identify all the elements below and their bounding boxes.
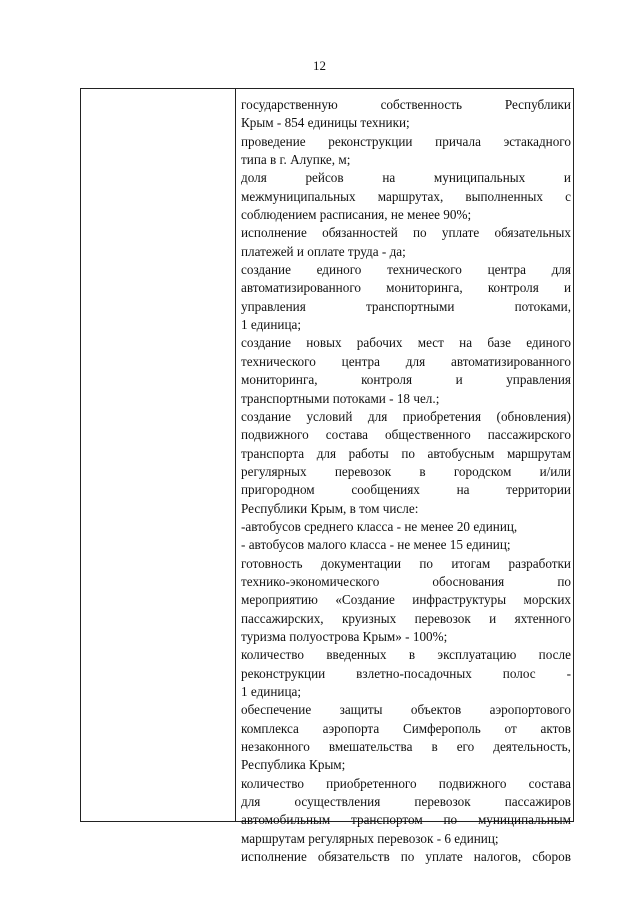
word: (обновления) [496, 408, 571, 424]
word: реконструкции [241, 665, 326, 681]
word: мониторинга, [386, 280, 463, 296]
word: по [419, 555, 433, 571]
word: его [456, 739, 475, 755]
word: технико-экономического [241, 573, 380, 589]
text-line [241, 408, 571, 426]
text-line [241, 665, 571, 683]
word: автоматизированного [450, 353, 571, 369]
word: круизных [341, 610, 397, 626]
text-line [241, 279, 571, 297]
word: мониторинга, [241, 372, 318, 388]
word: сборов [532, 849, 571, 865]
word: транспорта [241, 445, 305, 461]
word: рабочих [356, 335, 403, 351]
text-line: платежей и оплате труда - да; [241, 243, 406, 259]
word: сообщениях [351, 482, 420, 498]
word: «Создание [335, 592, 395, 608]
text-line [241, 445, 571, 463]
text-line: 1 единица; [241, 317, 302, 333]
word: контроля [361, 372, 413, 388]
text-line [241, 555, 571, 573]
text-line [241, 591, 571, 609]
word: по [443, 812, 458, 828]
word: состава [528, 775, 571, 791]
word: разработки [508, 555, 571, 571]
word: после [538, 647, 571, 663]
document-table [80, 88, 574, 865]
word: инфраструктуры [412, 592, 507, 608]
word: мероприятию [241, 592, 318, 608]
word: на [382, 170, 396, 186]
word: муниципальных [433, 170, 526, 186]
word: введенных [326, 647, 387, 663]
word: технического [387, 262, 462, 278]
text-line [241, 334, 571, 352]
text-line [241, 775, 571, 793]
word: по [401, 445, 415, 461]
word: для [405, 353, 426, 369]
text-line [241, 610, 571, 628]
word: Симферополь [402, 720, 481, 736]
text-line: типа в г. Алупке, м; [241, 152, 351, 168]
page-number: 12 [313, 58, 326, 73]
word: маршрутах, [377, 188, 444, 204]
text-line [241, 573, 571, 591]
word: в [408, 647, 416, 663]
word: причала [435, 133, 481, 149]
word: пассажиров [504, 794, 571, 810]
word: по [557, 573, 571, 589]
word: и [489, 610, 497, 626]
word: перевозок [414, 794, 471, 810]
text-line [241, 793, 571, 811]
word: обязательств [317, 849, 390, 865]
word: на [456, 482, 470, 498]
word: и [563, 280, 571, 296]
word: базе [487, 335, 511, 351]
word: создание [241, 335, 291, 351]
word: с [565, 188, 571, 204]
word: для [241, 794, 261, 810]
word: и [455, 372, 463, 388]
word: эстакадного [503, 133, 571, 149]
text-line [241, 261, 571, 279]
text-line: транспортными потоками - 18 чел.; [241, 390, 440, 406]
text-line [241, 133, 571, 151]
word: работы [348, 445, 389, 461]
word: налогов, [473, 849, 522, 865]
word: приобретенного [326, 775, 417, 791]
word: документации [320, 555, 402, 571]
word: автобусным [427, 445, 495, 461]
text-line: соблюдением расписания, не менее 90%; [241, 207, 472, 223]
word: уплате [441, 225, 480, 241]
word: - [566, 665, 571, 681]
text-line [241, 720, 571, 738]
word: рейсов [305, 170, 344, 186]
word: мест [417, 335, 444, 351]
word: новых [306, 335, 342, 351]
word: взлетно-посадочных [356, 665, 472, 681]
word: пригородном [241, 482, 315, 498]
text-line [241, 481, 571, 499]
word: регулярных [241, 463, 307, 479]
word: готовность [241, 555, 303, 571]
word: Республики [504, 97, 571, 112]
word: комплекса [241, 720, 299, 736]
word: в [419, 463, 426, 479]
word: контроля [487, 280, 539, 296]
word: от [504, 720, 517, 736]
word: создание [241, 408, 291, 424]
text-line: Крым - 854 единицы техники; [241, 115, 410, 131]
word: по [413, 225, 427, 241]
word: для [551, 262, 571, 278]
word: доля [241, 170, 267, 186]
word: эксплуатацию [437, 647, 517, 663]
text-line [241, 353, 571, 371]
word: единого [316, 262, 362, 278]
text-line: Республики Крым, в том числе: [241, 500, 419, 516]
word: и/или [539, 463, 571, 479]
word: муниципальным [477, 812, 571, 828]
word: создание [241, 262, 291, 278]
word: единого [526, 335, 571, 351]
word: управления [506, 372, 571, 388]
word: центра [341, 353, 380, 369]
word: технического [241, 353, 316, 369]
word: подвижного [438, 775, 507, 791]
word: вмешательства [328, 739, 413, 755]
word: городском [453, 463, 512, 479]
word: обоснования [432, 573, 505, 589]
text-line [241, 738, 571, 756]
text-line [241, 646, 571, 664]
word: транспортными [365, 298, 455, 314]
word: выполненных [465, 188, 544, 204]
text-line [241, 188, 571, 206]
text-line [241, 811, 571, 829]
text-line: 1 единица; [241, 684, 302, 699]
word: межмуниципальных [241, 188, 356, 204]
text-line: Республика Крым; [241, 757, 346, 773]
text-line [241, 848, 571, 866]
word: маршрутам [506, 445, 571, 461]
word: государственную [241, 97, 338, 112]
word: общественного [385, 427, 471, 443]
word: приобретения [402, 408, 482, 424]
word: защиты [339, 702, 383, 718]
word: пассажирского [487, 427, 571, 443]
word: итогам [451, 555, 491, 571]
word: яхтенного [514, 610, 571, 626]
text-line: - автобусов малого класса - не менее 15 единиц; [241, 537, 511, 553]
word: потоками, [514, 298, 571, 314]
word: условий [306, 408, 353, 424]
word: для [367, 408, 388, 424]
text-line: туризма полуострова Крым» - 100%; [241, 628, 448, 644]
word: исполнение [241, 849, 307, 865]
word: обязанностей [322, 225, 398, 241]
word: в [431, 739, 438, 755]
word: автомобильным [241, 812, 331, 828]
table-left-column [81, 89, 236, 821]
text-line [241, 96, 571, 114]
word: для [316, 445, 337, 461]
word: территории [506, 482, 571, 498]
text-line [241, 426, 571, 444]
word: пассажирских, [241, 610, 324, 626]
word: подвижного [241, 427, 309, 443]
text-line: маршрутам регулярных перевозок - 6 единиц; [241, 830, 499, 846]
word: по [400, 849, 415, 865]
word: управления [241, 298, 306, 314]
word: исполнение [241, 225, 307, 241]
word: реконструкции [328, 133, 413, 149]
word: транспортом [351, 812, 423, 828]
word: проведение [241, 133, 306, 149]
word: обеспечение [241, 702, 312, 718]
text-line [241, 169, 571, 187]
word: деятельность, [493, 739, 571, 755]
text-line [241, 463, 571, 481]
word: объектов [410, 702, 462, 718]
text-line [241, 298, 571, 316]
word: автоматизированного [241, 280, 362, 296]
word: незаконного [241, 739, 310, 755]
word: перевозок [414, 610, 471, 626]
word: на [459, 335, 473, 351]
table-right-column [241, 96, 571, 866]
word: количество [241, 647, 304, 663]
word: перевозок [334, 463, 392, 479]
word: морских [523, 592, 571, 608]
word: состава [325, 427, 369, 443]
word: количество [241, 775, 304, 791]
word: центра [487, 262, 526, 278]
text-line [241, 224, 571, 242]
word: обязательных [494, 225, 571, 241]
word: уплате [425, 849, 463, 865]
word: осуществления [294, 794, 381, 810]
text-line [241, 371, 571, 389]
word: аэропорта [322, 720, 380, 736]
word: собственность [380, 97, 463, 112]
word: аэропортового [489, 702, 571, 718]
text-line [241, 701, 571, 719]
text-line: -автобусов среднего класса - не менее 20 единиц, [241, 518, 518, 534]
word: полос [502, 665, 536, 681]
word: и [563, 170, 571, 186]
word: актов [540, 720, 571, 736]
